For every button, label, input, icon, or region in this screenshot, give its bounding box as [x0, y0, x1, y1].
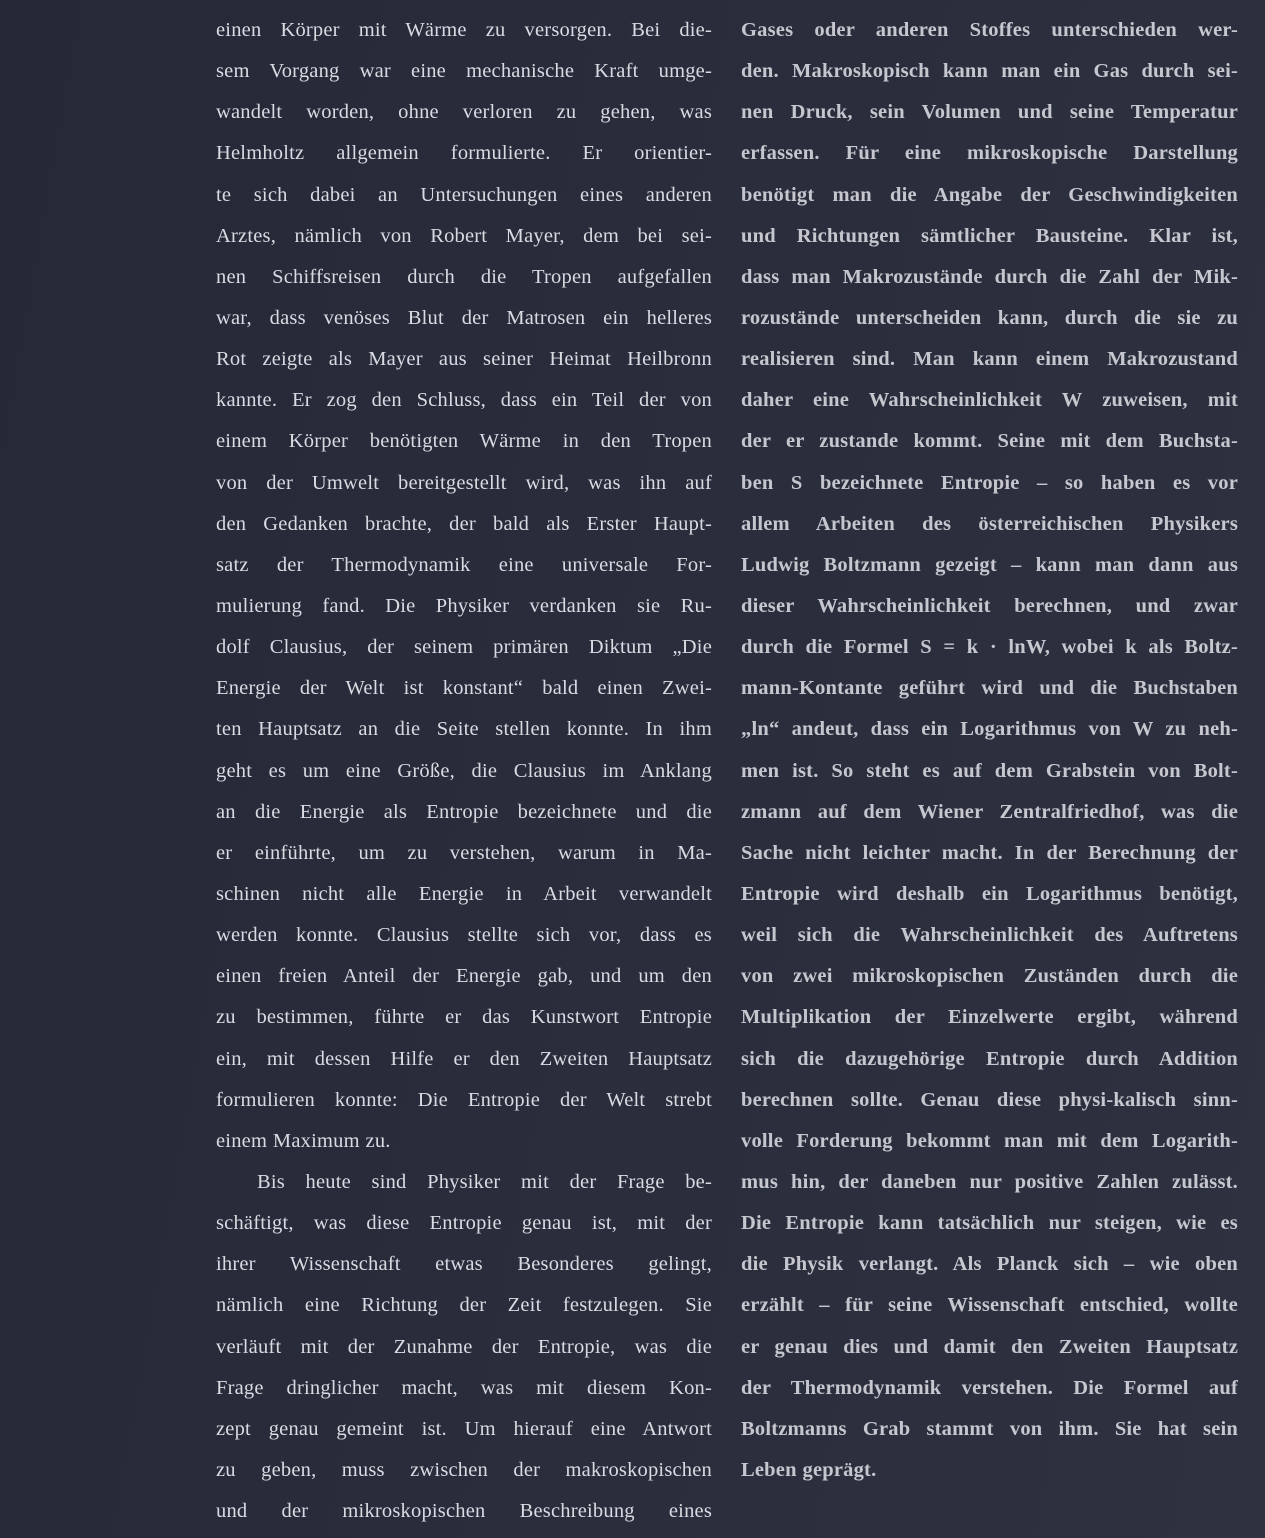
text-line: ihrer Wissenschaft etwas Besonderes gelingt, — [216, 1253, 712, 1276]
text-line: erfassen. Für eine mikroskopische Darstellung — [741, 142, 1238, 165]
text-line: wandelt worden, ohne verloren zu gehen, was — [216, 101, 712, 124]
text-line: nen Druck, sein Volumen und seine Temperatur — [741, 101, 1238, 124]
text-line: benötigt man die Angabe der Geschwindigkeiten — [741, 183, 1238, 206]
text-line: Bis heute sind Physiker mit der Frage be- — [257, 1170, 712, 1193]
text-line: erzählt – für seine Wissenschaft entschied, wollte — [741, 1294, 1238, 1317]
text-line: Arztes, nämlich von Robert Mayer, dem bei sei- — [216, 224, 712, 247]
text-line: Helmholtz allgemein formulierte. Er orientier- — [216, 142, 712, 165]
text-line: sich die dazugehörige Entropie durch Addition — [741, 1047, 1238, 1070]
text-line: einem Körper benötigten Wärme in den Tropen — [216, 430, 712, 453]
text-line: berechnen sollte. Genau diese physi-kalisch sinn- — [741, 1088, 1238, 1111]
text-line: mulierung fand. Die Physiker verdanken sie Ru- — [216, 594, 712, 617]
text-line: volle Forderung bekommt man mit dem Logarith- — [741, 1129, 1238, 1152]
text-column-left — [216, 10, 712, 1532]
text-line: rozustände unterscheiden kann, durch die sie zu — [741, 306, 1238, 329]
text-line: den Gedanken brachte, der bald als Erster Haupt- — [216, 512, 712, 535]
text-line: ten Hauptsatz an die Seite stellen konnte. In ihm — [216, 718, 712, 741]
text-line: Entropie wird deshalb ein Logarithmus benötigt, — [741, 882, 1238, 905]
text-line: geht es um eine Größe, die Clausius im Anklang — [216, 759, 712, 782]
text-line: zu geben, muss zwischen der makroskopischen — [216, 1458, 712, 1481]
text-line: Rot zeigte als Mayer aus seiner Heimat Heilbronn — [216, 348, 712, 371]
text-line: werden konnte. Clausius stellte sich vor, dass es — [216, 924, 712, 947]
text-line: satz der Thermodynamik eine universale For- — [216, 553, 712, 576]
text-line: zu bestimmen, führte er das Kunstwort Entropie — [216, 1006, 712, 1029]
text-line: dolf Clausius, der seinem primären Diktum „Die — [216, 636, 712, 659]
text-line: den. Makroskopisch kann man ein Gas durch sei- — [741, 60, 1238, 83]
text-line: weil sich die Wahrscheinlichkeit des Auftretens — [741, 924, 1238, 947]
text-line: einem Maximum zu. — [216, 1129, 391, 1152]
text-line: zept genau gemeint ist. Um hierauf eine Antwort — [216, 1417, 712, 1440]
text-line: dass man Makrozustände durch die Zahl der Mik- — [741, 265, 1238, 288]
text-line: die Physik verlangt. Als Planck sich – wie oben — [741, 1253, 1238, 1276]
text-line: der Thermodynamik verstehen. Die Formel auf — [741, 1376, 1238, 1399]
text-line: nen Schiffsreisen durch die Tropen aufgefallen — [216, 265, 712, 288]
text-line: daher eine Wahrscheinlichkeit W zuweisen, mit — [741, 389, 1238, 412]
text-line: er einführte, um zu verstehen, warum in Ma- — [216, 841, 712, 864]
text-column-right — [741, 10, 1238, 1491]
text-line: realisieren sind. Man kann einem Makrozustand — [741, 348, 1238, 371]
text-line: te sich dabei an Untersuchungen eines anderen — [216, 183, 712, 206]
text-line: der er zustande kommt. Seine mit dem Buchsta- — [741, 430, 1238, 453]
text-line: durch die Formel S = k · lnW, wobei k als Boltz- — [741, 636, 1238, 659]
text-line: von der Umwelt bereitgestellt wird, was ihn auf — [216, 471, 712, 494]
text-line: nämlich eine Richtung der Zeit festzulegen. Sie — [216, 1294, 712, 1317]
text-line: Leben geprägt. — [741, 1458, 877, 1481]
text-line: kannte. Er zog den Schluss, dass ein Teil der von — [216, 389, 712, 412]
text-line: und der mikroskopischen Beschreibung eines — [216, 1500, 712, 1523]
text-line: dieser Wahrscheinlichkeit berechnen, und zwar — [741, 594, 1238, 617]
text-line: ein, mit dessen Hilfe er den Zweiten Hauptsatz — [216, 1047, 712, 1070]
text-line: Die Entropie kann tatsächlich nur steigen, wie es — [741, 1212, 1238, 1235]
text-line: allem Arbeiten des österreichischen Physikers — [741, 512, 1238, 535]
text-line: sem Vorgang war eine mechanische Kraft umge- — [216, 60, 712, 83]
text-line: von zwei mikroskopischen Zuständen durch die — [741, 965, 1238, 988]
text-line: Ludwig Boltzmann gezeigt – kann man dann aus — [741, 553, 1238, 576]
text-line: Multiplikation der Einzelwerte ergibt, während — [741, 1006, 1238, 1029]
text-line: einen Körper mit Wärme zu versorgen. Bei die- — [216, 19, 712, 41]
text-line: verläuft mit der Zunahme der Entropie, was die — [216, 1335, 712, 1358]
text-line: „ln“ andeut, dass ein Logarithmus von W zu neh- — [741, 718, 1238, 741]
text-line: mus hin, der daneben nur positive Zahlen zulässt. — [741, 1170, 1238, 1193]
text-line: und Richtungen sämtlicher Bausteine. Klar ist, — [741, 224, 1238, 247]
text-line: einen freien Anteil der Energie gab, und um den — [216, 965, 712, 988]
text-line: an die Energie als Entropie bezeichnete und die — [216, 800, 712, 823]
text-line: schäftigt, was diese Entropie genau ist, mit der — [216, 1212, 712, 1235]
text-line: Gases oder anderen Stoffes unterschieden wer- — [741, 19, 1238, 41]
text-line: men ist. So steht es auf dem Grabstein von Bolt- — [741, 759, 1238, 782]
text-line: mann-Kontante geführt wird und die Buchstaben — [741, 677, 1238, 700]
text-line: schinen nicht alle Energie in Arbeit verwandelt — [216, 882, 712, 905]
text-line: zmann auf dem Wiener Zentralfriedhof, was die — [741, 800, 1238, 823]
text-line: Energie der Welt ist konstant“ bald einen Zwei- — [216, 677, 712, 700]
text-line: ben S bezeichnete Entropie – so haben es vor — [741, 471, 1238, 494]
text-line: Sache nicht leichter macht. In der Berechnung der — [741, 841, 1238, 864]
text-line: war, dass venöses Blut der Matrosen ein helleres — [216, 306, 712, 329]
text-line: er genau dies und damit den Zweiten Hauptsatz — [741, 1335, 1238, 1358]
text-line: Frage dringlicher macht, was mit diesem Kon- — [216, 1376, 712, 1399]
text-line: formulieren konnte: Die Entropie der Welt strebt — [216, 1088, 712, 1111]
text-line: Boltzmanns Grab stammt von ihm. Sie hat sein — [741, 1417, 1238, 1440]
